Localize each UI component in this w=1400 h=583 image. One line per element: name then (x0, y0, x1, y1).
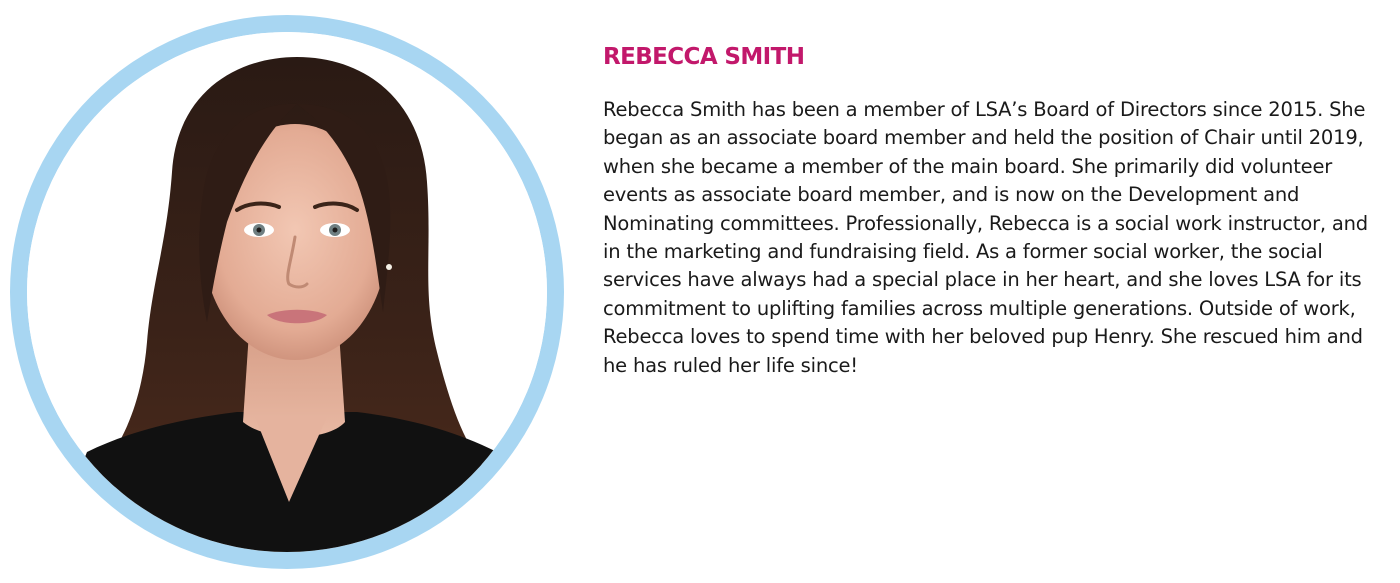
person-name: REBECCA SMITH (603, 44, 805, 70)
portrait-ring (10, 15, 564, 569)
portrait-illustration (27, 32, 547, 552)
portrait-photo (27, 32, 547, 552)
bio-section (603, 40, 1383, 380)
person-bio: Rebecca Smith has been a member of LSA’s Board of Directors since 2015. She began as an associate board member and held the position of Chair until 2019, when she became a member of the main board. She primarily did volunteer events as associate board member, and is now on the Development and Nominating committees. Professionally, Rebecca is a social work instructor, and in the marketing and fundraising field. As a former social worker, the social services have always had a special place in her heart, and she loves LSA for its commitment to uplifting families across multiple generations. Outside of work, Rebecca loves to spend time with her beloved pup Henry. She rescued him and he has ruled her life since! (603, 98, 1368, 377)
